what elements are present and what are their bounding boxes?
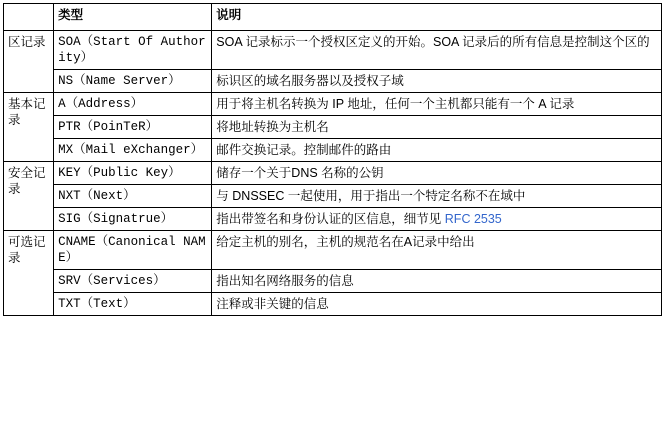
row-group-label: 可选记录 xyxy=(4,231,54,316)
record-type: SRV（Services） xyxy=(54,270,212,293)
table-row xyxy=(4,185,662,208)
record-type: PTR（PoinTeR） xyxy=(54,116,212,139)
record-description-with-link xyxy=(212,208,662,231)
table-row xyxy=(4,116,662,139)
record-description: 将地址转换为主机名 xyxy=(212,116,662,139)
table-row xyxy=(4,70,662,93)
record-type: NS（Name Server） xyxy=(54,70,212,93)
row-group-label: 安全记录 xyxy=(4,162,54,231)
table-row xyxy=(4,139,662,162)
table-row xyxy=(4,231,662,270)
record-description: 标识区的域名服务器以及授权子域 xyxy=(212,70,662,93)
record-description: 注释或非关键的信息 xyxy=(212,293,662,316)
rfc-link[interactable]: RFC 2535 xyxy=(444,212,502,226)
table-body xyxy=(4,4,662,316)
table-row xyxy=(4,293,662,316)
table-header-row xyxy=(4,4,662,31)
header-cell-type: 类型 xyxy=(54,4,212,31)
record-description: SOA 记录标示一个授权区定义的开始。SOA 记录后的所有信息是控制这个区的 xyxy=(212,31,662,70)
record-type: TXT（Text） xyxy=(54,293,212,316)
record-type: NXT（Next） xyxy=(54,185,212,208)
table-row xyxy=(4,270,662,293)
row-group-label: 基本记录 xyxy=(4,93,54,162)
header-cell-description: 说明 xyxy=(212,4,662,31)
record-description: 与 DNSSEC 一起使用，用于指出一个特定名称不在域中 xyxy=(212,185,662,208)
header-cell-group xyxy=(4,4,54,31)
record-description: 邮件交换记录。控制邮件的路由 xyxy=(212,139,662,162)
record-type: CNAME（Canonical NAME） xyxy=(54,231,212,270)
dns-record-types-table xyxy=(3,3,662,316)
table-row xyxy=(4,208,662,231)
table-row xyxy=(4,162,662,185)
record-type: SIG（Signatrue） xyxy=(54,208,212,231)
description-text: 指出带签名和身份认证的区信息，细节见 xyxy=(216,212,445,226)
record-type: A（Address） xyxy=(54,93,212,116)
record-description: 给定主机的别名，主机的规范名在A记录中给出 xyxy=(212,231,662,270)
table-row xyxy=(4,31,662,70)
record-description: 用于将主机名转换为 IP 地址，任何一个主机都只能有一个 A 记录 xyxy=(212,93,662,116)
record-description: 指出知名网络服务的信息 xyxy=(212,270,662,293)
record-description: 储存一个关于DNS 名称的公钥 xyxy=(212,162,662,185)
record-type: KEY（Public Key） xyxy=(54,162,212,185)
record-type: MX（Mail eXchanger） xyxy=(54,139,212,162)
row-group-label: 区记录 xyxy=(4,31,54,93)
table-row xyxy=(4,93,662,116)
record-type: SOA（Start Of Authority） xyxy=(54,31,212,70)
